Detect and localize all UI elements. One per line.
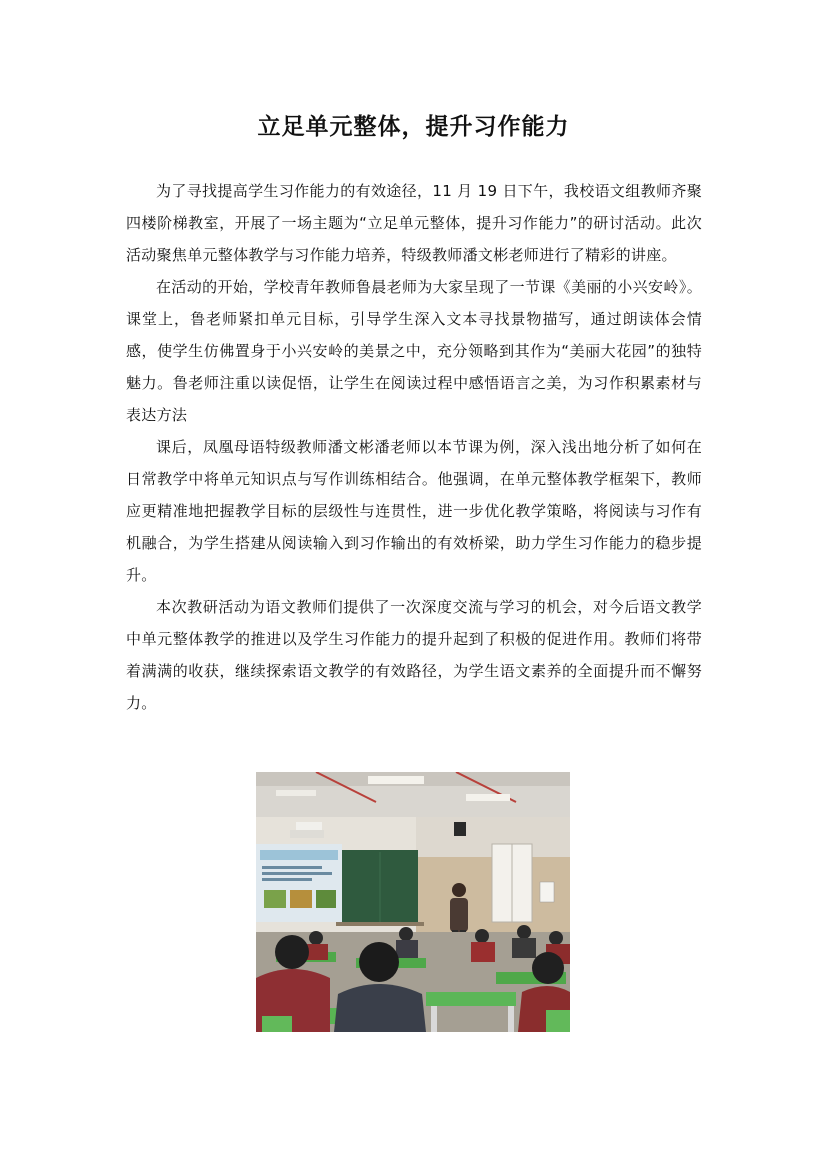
paragraph: 为了寻找提高学生习作能力的有效途径，11 月 19 日下午，我校语文组教师齐聚四楼阶梯教室，开展了一场主题为“立足单元整体，提升习作能力”的研讨活动。此次活动聚焦单元整体教学与习作能力培养，特级教师潘文彬老师进行了精彩的讲座。	[126, 182, 702, 264]
paragraph: 在活动的开始，学校青年教师鲁晨老师为大家呈现了一节课《美丽的小兴安岭》。课堂上，鲁老师紧扣单元目标，引导学生深入文本寻找景物描写，通过朗读体会情感，使学生仿佛置身于小兴安岭的美景之中，充分领略到其作为“美丽大花园”的独特魅力。鲁老师注重以读促悟，让学生在阅读过程中感悟语言之美，为习作积累素材与表达方法	[126, 278, 702, 424]
paragraph: 课后，凤凰母语特级教师潘文彬潘老师以本节课为例，深入浅出地分析了如何在日常教学中将单元知识点与写作训练相结合。他强调，在单元整体教学框架下，教师应更精准地把握教学目标的层级性与连贯性，进一步优化教学策略，将阅读与习作有机融合，为学生搭建从阅读输入到习作输出的有效桥梁，助力学生习作能力的稳步提升。	[126, 438, 702, 584]
article-body	[126, 175, 702, 719]
page-title: 立足单元整体，提升习作能力	[257, 114, 570, 140]
classroom-photo	[256, 772, 570, 1032]
paragraph: 本次教研活动为语文教师们提供了一次深度交流与学习的机会，对今后语文教学中单元整体教学的推进以及学生习作能力的提升起到了积极的促进作用。教师们将带着满满的收获，继续探索语文教学的有效路径，为学生语文素养的全面提升而不懈努力。	[126, 598, 702, 712]
